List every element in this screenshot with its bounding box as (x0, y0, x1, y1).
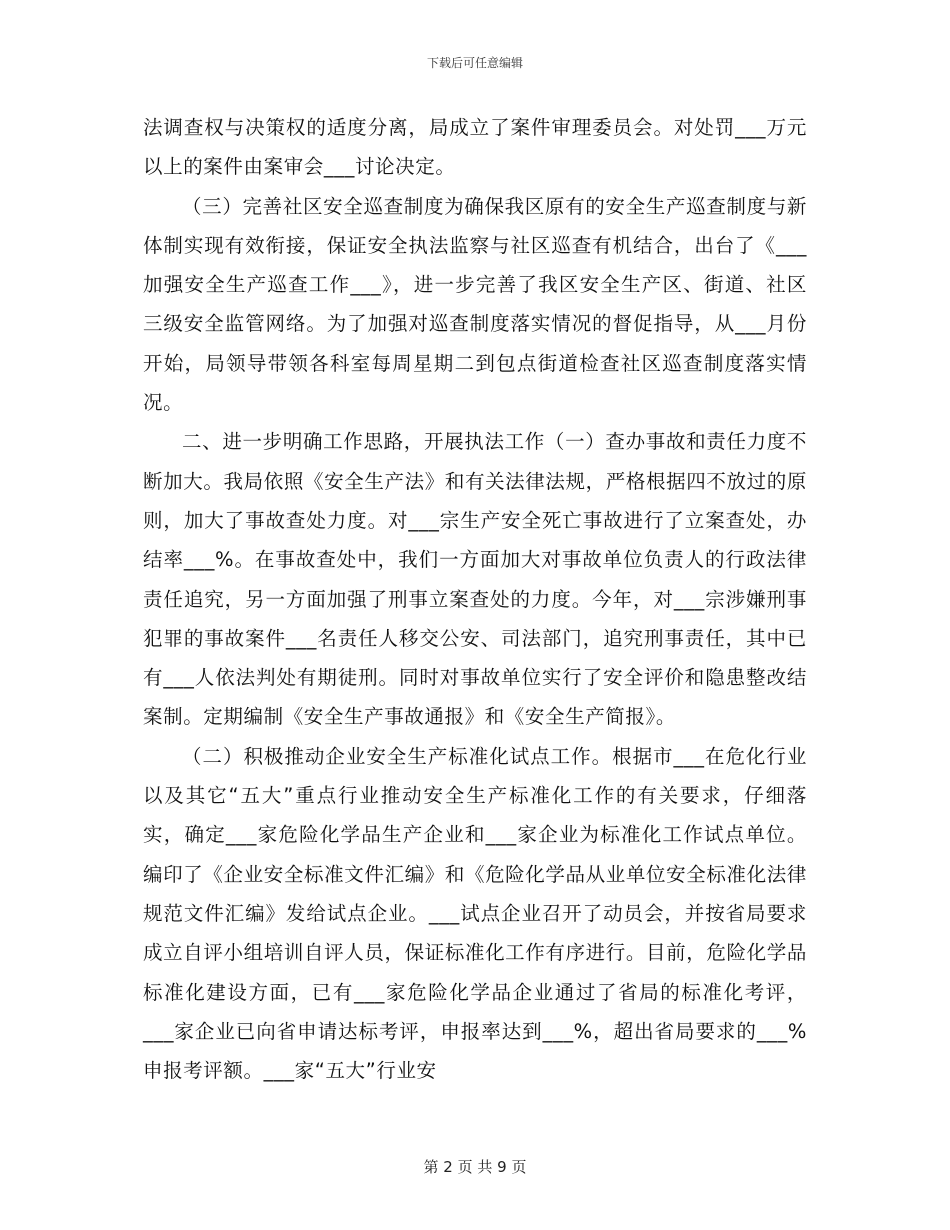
paragraph-law-enforcement: 二、进一步明确工作思路，开展执法工作（一）查办事故和责任力度不断加大。我局依照《安全生产法》和有关法律法规，严格根据四不放过的原则，加大了事故查处力度。对___宗生产安全死亡事故进行了立案查处，办结率___%。在事故查处中，我们一方面加大对事故单位负责人的行政法律责任追究，另一方面加强了刑事立案查处的力度。今年，对___宗涉嫌刑事犯罪的事故案件___名责任人移交公安、司法部门，追究刑事责任，其中已有___人依法判处有期徒刑。同时对事故单位实行了安全评价和隐患整改结案制。定期编制《安全生产事故通报》和《安全生产简报》。 (143, 430, 807, 729)
page-number: 第 2 页 共 9 页 (423, 1158, 527, 1176)
paragraph-patrol-system: （三）完善社区安全巡查制度为确保我区原有的安全生产巡查制度与新体制实现有效衔接，保证安全执法监察与社区巡查有机结合，出台了《___加强安全生产巡查工作___》，进一步完善了我区安全生产区、街道、社区三级安全监管网络。为了加强对巡查制度落实情况的督促指导，从___月份开始，局领导带领各科室每周星期二到包点街道检查社区巡查制度落实情况。 (143, 194, 807, 415)
paragraph-standardization: （二）积极推动企业安全生产标准化试点工作。根据市___在危化行业以及其它“五大”重点行业推动安全生产标准化工作的有关要求，仔细落实，确定___家危险化学品生产企业和___家企业为标准化工作试点单位。编印了《企业安全标准文件汇编》和《危险化学品从业单位安全标准化法律规范文件汇编》发给试点企业。___试点企业召开了动员会，并按省局要求成立自评小组培训自评人员，保证标准化工作有序进行。目前，危险化学品标准化建设方面，已有___家危险化学品企业通过了省局的标准化考评，___家企业已向省申请达标考评，申报率达到___%，超出省局要求的___%申报考评额。___家“五大”行业安 (143, 744, 807, 1083)
paragraph-continued: 法调查权与决策权的适度分离，局成立了案件审理委员会。对处罚___万元以上的案件由案审会___讨论决定。 (143, 116, 807, 179)
page-header: 下载后可任意编辑 (426, 56, 523, 70)
document-body (143, 108, 807, 1090)
